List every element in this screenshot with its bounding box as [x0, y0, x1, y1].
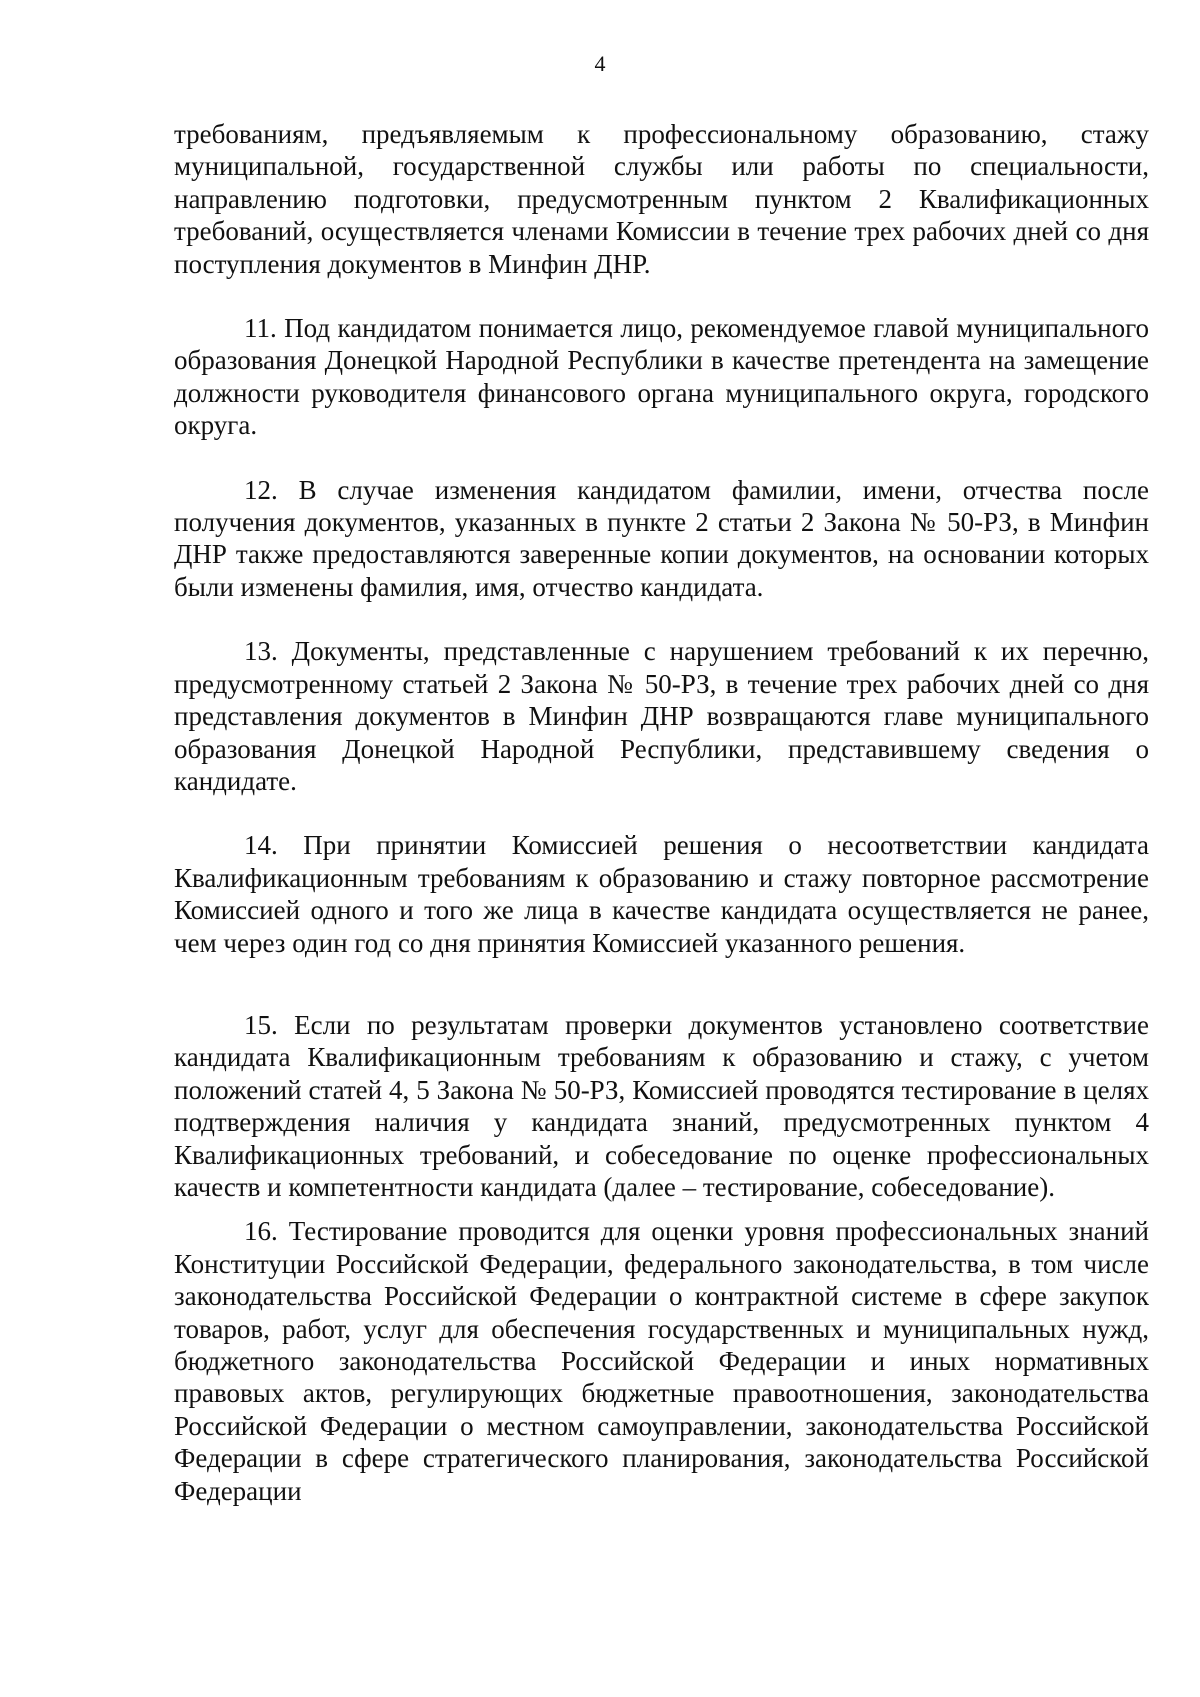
- paragraph-12: 12. В случае изменения кандидатом фамилии, имени, отчества после получения документов, указанных в пункте 2 статьи 2 Закона № 50-РЗ, в Минфин ДНР также предоставляются заверенные копии документов, на основании которых были изменены фамилия, имя, отчество кандидата.: [174, 474, 1149, 602]
- document-body: [174, 118, 1149, 1507]
- paragraph-15: 15. Если по результатам проверки документов установлено соответствие кандидата Квалификационным требованиям к образованию и стажу, с учетом положений статей 4, 5 Закона № 50-РЗ, Комиссией проводятся тестирование в целях подтверждения наличия у кандидата знаний, предусмотренных пунктом 4 Квалификационных требований, и собеседование по оценке профессиональных качеств и компетентности кандидата (далее – тестирование, собеседование).: [174, 1009, 1149, 1202]
- paragraph-13: 13. Документы, представленные с нарушением требований к их перечню, предусмотренному статьей 2 Закона № 50-РЗ, в течение трех рабочих дней со дня представления документов в Минфин ДНР возвращаются главе муниципального образования Донецкой Народной Республики, представившему сведения о кандидате.: [174, 636, 1149, 796]
- paragraph-16: 16. Тестирование проводится для оценки уровня профессиональных знаний Конституции Российской Федерации, федерального законодательства, в том числе законодательства Российской Федерации о контрактной системе в сфере закупок товаров, работ, услуг для обеспечения государственных и муниципальных нужд, бюджетного законодательства Российской Федерации и иных нормативных правовых актов, регулирующих бюджетные правоотношения, законодательства Российской Федерации о местном самоуправлении, законодательства Российской Федерации в сфере стратегического планирования, законодательства Российской Федерации: [174, 1216, 1149, 1506]
- paragraph-11: 11. Под кандидатом понимается лицо, рекомендуемое главой муниципального образования Донецкой Народной Республики в качестве претендента на замещение должности руководителя финансового органа муниципального округа, городского округа.: [174, 313, 1149, 441]
- paragraph-10-continued: требованиям, предъявляемым к профессиональному образованию, стажу муниципальной, государственной службы или работы по специальности, направлению подготовки, предусмотренным пунктом 2 Квалификационных требований, осуществляется членами Комиссии в течение трех рабочих дней со дня поступления документов в Минфин ДНР.: [174, 119, 1149, 279]
- page-number: 4: [594, 51, 606, 76]
- paragraph-14: 14. При принятии Комиссией решения о несоответствии кандидата Квалификационным требованиям к образованию и стажу повторное рассмотрение Комиссией одного и того же лица в качестве кандидата осуществляется не ранее, чем через один год со дня принятия Комиссией указанного решения.: [174, 830, 1149, 958]
